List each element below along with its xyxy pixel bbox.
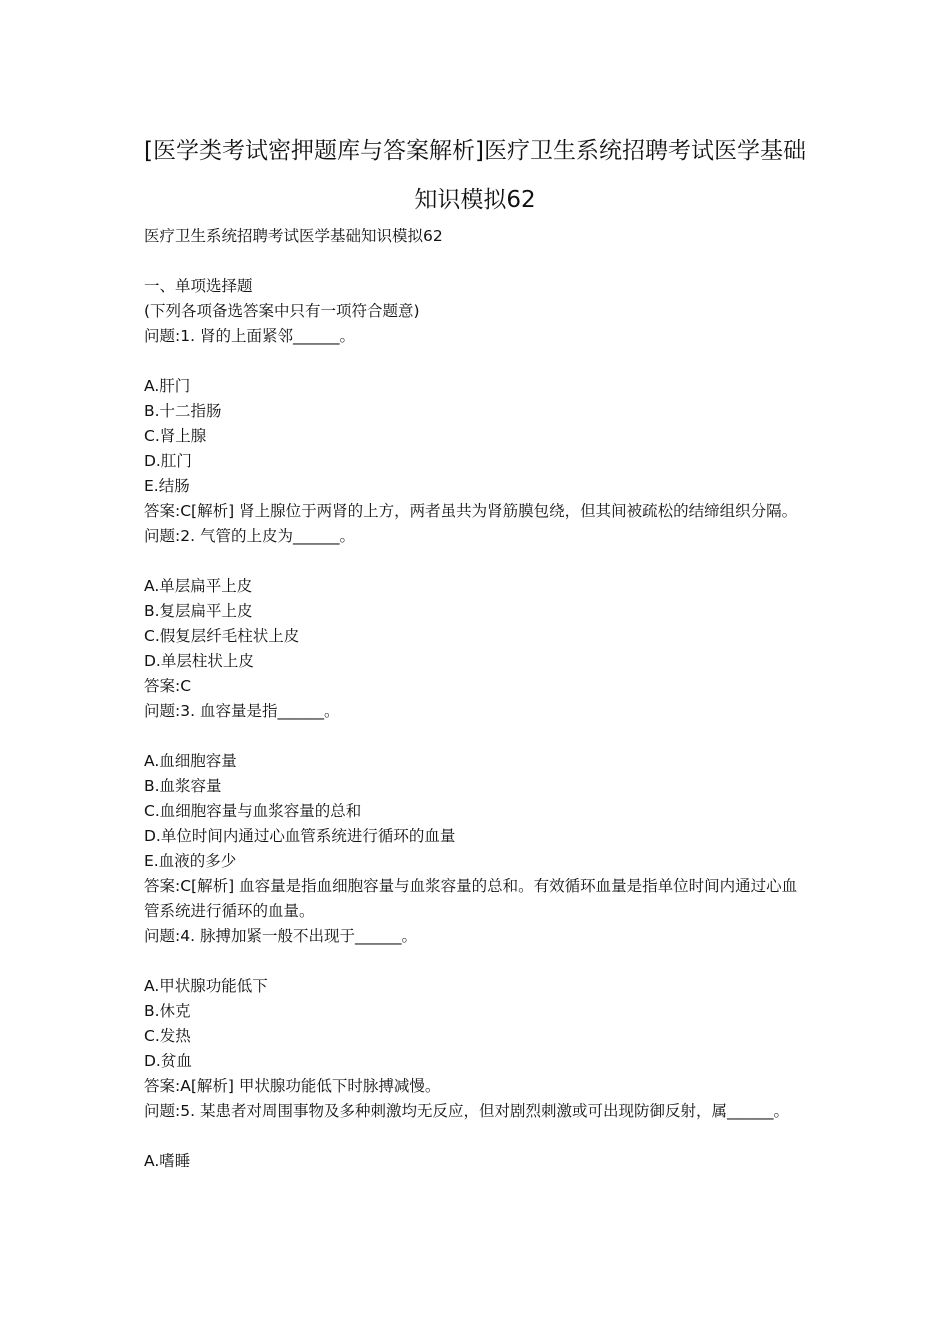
option-item: D.单层柱状上皮 [144,652,254,670]
document-title-line2: 知识模拟62 [414,187,536,213]
question-text: 问题:5. 某患者对周围事物及多种刺激均无反应，但对剧烈刺激或可出现防御反射，属______。 [144,1102,789,1120]
section-instruction: (下列各项备选答案中只有一项符合题意) [144,302,420,320]
document-body [144,224,812,1174]
spacer [144,249,812,274]
option-item: A.肝门 [144,377,191,395]
option-item: E.结肠 [144,477,190,495]
section-heading: 一、单项选择题 [144,277,253,295]
document-subtitle: 医疗卫生系统招聘考试医学基础知识模拟62 [144,227,443,245]
spacer [144,1124,812,1149]
option-item: C.假复层纤毛柱状上皮 [144,627,300,645]
answer-text: 答案:C[解析] 肾上腺位于两肾的上方，两者虽共为肾筋膜包绕，但其间被疏松的结缔组织分隔。 [144,502,798,520]
document-title-line1: [医学类考试密押题库与答案解析]医疗卫生系统招聘考试医学基础 [144,138,806,164]
question-block [144,1099,812,1174]
question-block [144,699,812,924]
option-item: A.血细胞容量 [144,752,237,770]
option-item: C.肾上腺 [144,427,207,445]
option-item: B.血浆容量 [144,777,222,795]
option-item: E.血液的多少 [144,852,237,870]
option-item: C.血细胞容量与血浆容量的总和 [144,802,362,820]
answer-text: 答案:C[解析] 血容量是指血细胞容量与血浆容量的总和。有效循环血量是指单位时间内通过心血管系统进行循环的血量。 [144,877,798,920]
question-text: 问题:2. 气管的上皮为______。 [144,527,355,545]
question-block [144,524,812,699]
option-item: D.单位时间内通过心血管系统进行循环的血量 [144,827,456,845]
question-block [144,324,812,524]
option-item: A.嗜睡 [144,1152,191,1170]
option-item: A.单层扁平上皮 [144,577,253,595]
question-block [144,924,812,1099]
question-text: 问题:1. 肾的上面紧邻______。 [144,327,355,345]
answer-text: 答案:C [144,677,192,695]
spacer [144,549,812,574]
question-text: 问题:3. 血容量是指______。 [144,702,340,720]
answer-text: 答案:A[解析] 甲状腺功能低下时脉搏减慢。 [144,1077,441,1095]
spacer [144,949,812,974]
spacer [144,724,812,749]
option-item: D.贫血 [144,1052,192,1070]
question-text: 问题:4. 脉搏加紧一般不出现于______。 [144,927,417,945]
option-item: B.复层扁平上皮 [144,602,253,620]
option-item: B.休克 [144,1002,191,1020]
spacer [144,349,812,374]
option-item: C.发热 [144,1027,191,1045]
option-item: A.甲状腺功能低下 [144,977,268,995]
option-item: B.十二指肠 [144,402,222,420]
option-item: D.肛门 [144,452,192,470]
